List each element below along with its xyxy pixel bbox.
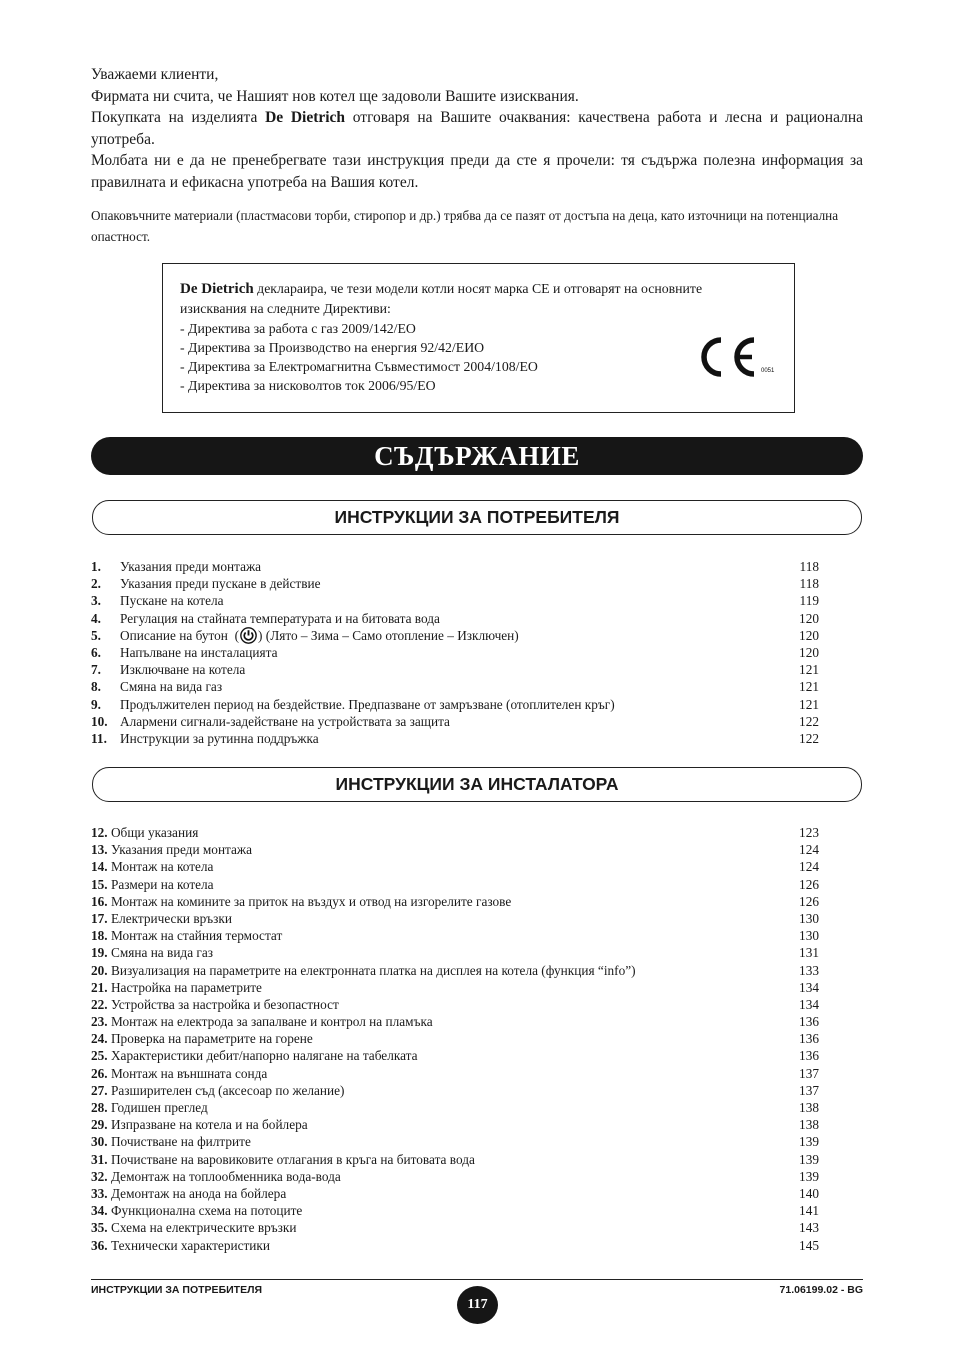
toc-row[interactable]	[91, 1116, 819, 1133]
toc-num: 17.	[91, 910, 108, 926]
contents-title: СЪДЪРЖАНИЕ	[91, 437, 863, 475]
toc-num: 25.	[91, 1048, 108, 1064]
toc-num: 23.	[91, 1014, 108, 1030]
toc-title: Монтаж на стайния термостат	[110, 928, 283, 944]
toc-row[interactable]	[91, 979, 819, 996]
toc-title: Технически характеристики	[110, 1237, 270, 1253]
toc-title: Пускане на котела	[120, 593, 224, 609]
toc-row[interactable]	[91, 627, 819, 644]
toc-page: 122	[799, 730, 819, 746]
ce-declaration-text	[180, 279, 780, 396]
footer-section-label: ИНСТРУКЦИИ ЗА ПОТРЕБИТЕЛЯ	[91, 1284, 262, 1296]
toc-title: Почистване на варовиковите отлагания в кръга на битовата вода	[110, 1151, 475, 1167]
directive-item: - Директива за работа с газ 2009/142/ЕО	[180, 320, 416, 336]
toc-row[interactable]	[91, 944, 819, 961]
toc-page: 138	[799, 1117, 819, 1133]
ce-declaration-box	[162, 263, 795, 413]
power-button-icon	[240, 627, 257, 644]
toc-num: 27.	[91, 1082, 108, 1098]
toc-num: 28.	[91, 1100, 108, 1115]
toc-num: 21.	[91, 979, 108, 995]
toc-row[interactable]	[91, 1151, 819, 1168]
toc-page: 136	[799, 1014, 819, 1030]
toc-title: Изключване на котела	[120, 662, 246, 678]
toc-row[interactable]	[91, 962, 819, 979]
toc-page: 121	[799, 662, 819, 678]
toc-row[interactable]	[91, 558, 819, 575]
toc-page: 133	[799, 962, 819, 978]
installer-section-heading: ИНСТРУКЦИИ ЗА ИНСТАЛАТОРА	[92, 767, 862, 802]
toc-page: 143	[799, 1220, 819, 1236]
toc-page: 139	[799, 1168, 819, 1184]
directive-item: - Директива за Електромагнитна Съвместимост 2004/108/ЕО	[180, 359, 538, 375]
toc-page: 118	[799, 559, 819, 574]
toc-title: Алармени сигнали-задействане на устройствата за защита	[120, 713, 450, 729]
toc-num: 7.	[91, 662, 101, 678]
toc-title: Регулация на стайната температурата и на битовата вода	[120, 610, 440, 626]
toc-row[interactable]	[91, 1237, 819, 1254]
toc-title: Почистване на филтрите	[110, 1134, 251, 1150]
toc-page: 130	[799, 928, 819, 944]
toc-num: 11.	[91, 730, 107, 746]
toc-row[interactable]	[91, 893, 819, 910]
toc-num: 30.	[91, 1134, 108, 1150]
ce-statement-line-2: изисквания на следните Директиви:	[180, 301, 391, 317]
toc-num: 1.	[91, 559, 101, 574]
toc-num: 29.	[91, 1117, 108, 1133]
toc-row[interactable]	[91, 1047, 819, 1064]
toc-row[interactable]	[91, 644, 819, 661]
toc-title: Инструкции за рутинна поддръжка	[120, 730, 319, 746]
toc-num: 35.	[91, 1220, 108, 1236]
toc-row[interactable]	[91, 927, 819, 944]
toc-title: Годишен преглед	[110, 1100, 208, 1115]
toc-row[interactable]	[91, 1082, 819, 1099]
toc-num: 16.	[91, 893, 108, 909]
toc-title: Смяна на вида газ	[110, 945, 214, 961]
toc-row[interactable]	[91, 996, 819, 1013]
toc-page: 134	[799, 996, 819, 1012]
toc-page: 120	[799, 644, 819, 660]
intro-line-2	[91, 107, 863, 150]
toc-title: Схема на електрическите връзки	[110, 1220, 297, 1236]
ce-statement: деклараира, че тези модели котли носят марка CE и отговарят на основните	[253, 281, 703, 296]
ce-code: 0051	[761, 368, 775, 374]
toc-row[interactable]	[91, 910, 819, 927]
toc-title-suffix: (Лято – Зима – Само отопление – Изключен)	[265, 627, 519, 643]
toc-title: Монтаж на комините за приток на въздух и отвод на изгорелите газове	[110, 893, 512, 909]
toc-title: Функционална схема на потоците	[110, 1203, 303, 1219]
toc-num: 31.	[91, 1151, 108, 1167]
toc-num: 18.	[91, 928, 108, 944]
toc-num: 3.	[91, 593, 101, 609]
toc-num: 9.	[91, 696, 101, 712]
toc-title: Електрически връзки	[110, 910, 232, 926]
toc-row[interactable]	[91, 858, 819, 875]
footer-divider	[91, 1279, 863, 1280]
toc-num: 20.	[91, 962, 108, 978]
toc-title: Монтаж на външната сонда	[110, 1065, 268, 1081]
toc-page: 145	[799, 1237, 819, 1253]
greeting: Уважаеми клиенти,	[91, 66, 219, 83]
toc-row[interactable]	[91, 575, 819, 592]
toc-row[interactable]	[91, 1013, 819, 1030]
installer-toc-list	[91, 824, 819, 1254]
toc-title: Монтаж на електрода за запалване и контрол на пламъка	[110, 1014, 433, 1030]
toc-row[interactable]	[91, 1185, 819, 1202]
toc-title: Указания преди монтажа	[120, 559, 262, 574]
toc-num: 19.	[91, 945, 108, 961]
toc-row[interactable]	[91, 696, 819, 713]
toc-title: Устройства за настройка и безопастност	[110, 996, 339, 1012]
toc-row[interactable]	[91, 1168, 819, 1185]
toc-page: 126	[799, 893, 819, 909]
toc-num: 14.	[91, 859, 108, 875]
toc-page: 124	[799, 859, 819, 875]
toc-num: 36.	[91, 1237, 108, 1253]
toc-title: Описание на бутон ( ) (Лято – Зима – Само отопление – Изключен)	[120, 627, 519, 643]
toc-page: 124	[799, 842, 819, 858]
intro-line-2-post: отговаря на Вашите очаквания: качествена работа и лесна и рационална употреба.	[91, 109, 863, 148]
toc-num: 26.	[91, 1065, 108, 1081]
toc-page: 136	[799, 1031, 819, 1047]
user-toc-list	[91, 558, 819, 747]
toc-title: Напълване на инсталацията	[120, 644, 278, 660]
toc-title: Проверка на параметрите на горене	[110, 1031, 313, 1047]
toc-row[interactable]	[91, 730, 819, 747]
intro-line-3: Молбата ни е да не пренебрегвате тази инструкция преди да сте я прочели: тя съдържа полезна информация за правилната и ефикасна употреба на Вашия котел.	[91, 152, 863, 191]
toc-title: Монтаж на котела	[110, 859, 214, 875]
intro-line-1: Фирмата ни счита, че Нашият нов котел ще задоволи Вашите изисквания.	[91, 87, 579, 105]
toc-num: 12.	[91, 825, 108, 840]
toc-row[interactable]	[91, 678, 819, 695]
toc-num: 32.	[91, 1168, 108, 1184]
toc-num: 5.	[91, 627, 101, 643]
toc-num: 2.	[91, 576, 101, 592]
toc-title-text: Описание на бутон	[120, 627, 228, 643]
toc-row[interactable]	[91, 841, 819, 858]
ce-statement-line-1	[180, 279, 780, 299]
toc-page: 130	[799, 910, 819, 926]
toc-row[interactable]	[91, 1202, 819, 1219]
toc-page: 138	[799, 1100, 819, 1115]
toc-page: 121	[799, 679, 819, 695]
toc-row[interactable]	[91, 1219, 819, 1236]
toc-row[interactable]	[91, 1133, 819, 1150]
toc-page: 119	[799, 593, 819, 609]
toc-title: Визуализация на параметрите на електронната платка на дисплея на котела (функция “info”)	[110, 962, 636, 978]
toc-row[interactable]	[91, 1099, 819, 1116]
intro-letter	[91, 64, 863, 193]
footer-doc-code: 71.06199.02 - BG	[779, 1284, 863, 1296]
toc-title: Смяна на вида газ	[120, 679, 223, 695]
toc-row[interactable]	[91, 876, 819, 893]
toc-title: Указания преди монтажа	[110, 842, 253, 858]
user-section-heading: ИНСТРУКЦИИ ЗА ПОТРЕБИТЕЛЯ	[92, 500, 862, 535]
toc-row[interactable]	[91, 713, 819, 730]
toc-page: 139	[799, 1151, 819, 1167]
toc-num: 6.	[91, 644, 101, 660]
toc-title: Характеристики дебит/напорно налягане на табелката	[110, 1048, 418, 1064]
directive-item: - Директива за нисковолтов ток 2006/95/ЕО	[180, 378, 436, 394]
toc-page: 140	[799, 1185, 819, 1201]
toc-row[interactable]	[91, 661, 819, 678]
packaging-note: Опаковъчните материали (пластмасови торби, стиропор и др.) трябва да се пазят от достъпа на деца, като източници на потенциална опастност.	[91, 208, 839, 244]
toc-title: Общи указания	[110, 825, 199, 840]
directive-item: - Директива за Производство на енергия 92/42/ЕИО	[180, 339, 485, 355]
toc-row[interactable]	[91, 824, 819, 841]
toc-row[interactable]	[91, 1030, 819, 1047]
toc-num: 10.	[91, 713, 108, 729]
toc-num: 8.	[91, 679, 101, 695]
toc-num: 24.	[91, 1031, 108, 1047]
toc-page: 136	[799, 1048, 819, 1064]
toc-num: 34.	[91, 1203, 108, 1219]
toc-page: 126	[799, 876, 819, 892]
toc-title: Демонтаж на топлообменника вода-вода	[110, 1168, 341, 1184]
toc-page: 134	[799, 979, 819, 995]
page-number-badge: 117	[457, 1286, 498, 1324]
toc-page: 131	[799, 945, 819, 961]
toc-num: 13.	[91, 842, 108, 858]
toc-page: 141	[799, 1203, 819, 1219]
intro-line-2-pre: Покупката на изделията	[91, 109, 266, 126]
toc-title: Размери на котела	[110, 876, 214, 892]
toc-title: Изпразване на котела и на бойлера	[110, 1117, 308, 1133]
toc-page: 122	[799, 713, 819, 729]
toc-num: 15.	[91, 876, 108, 892]
toc-page: 123	[799, 825, 819, 840]
toc-title: Разширителен съд (аксесоар по желание)	[110, 1082, 345, 1098]
toc-num: 33.	[91, 1185, 108, 1201]
toc-title: Продължителен период на бездействие. Предпазване от замръзване (отоплителен кръг)	[120, 696, 615, 712]
toc-num: 4.	[91, 610, 101, 626]
toc-title: Указания преди пускане в действие	[120, 576, 321, 592]
toc-title: Демонтаж на анода на бойлера	[110, 1185, 287, 1201]
toc-row[interactable]	[91, 610, 819, 627]
toc-page: 139	[799, 1134, 819, 1150]
toc-num: 22.	[91, 996, 108, 1012]
toc-row[interactable]	[91, 592, 819, 609]
ce-brand: De Dietrich	[180, 281, 254, 297]
ce-mark-icon	[699, 334, 781, 380]
toc-page: 137	[799, 1082, 819, 1098]
toc-title: Настройка на параметрите	[110, 979, 262, 995]
toc-page: 118	[799, 576, 819, 592]
toc-page: 121	[799, 696, 819, 712]
toc-page: 120	[799, 610, 819, 626]
toc-page: 137	[799, 1065, 819, 1081]
toc-row[interactable]	[91, 1065, 819, 1082]
brand-name: De Dietrich	[265, 109, 346, 126]
toc-page: 120	[799, 627, 819, 643]
